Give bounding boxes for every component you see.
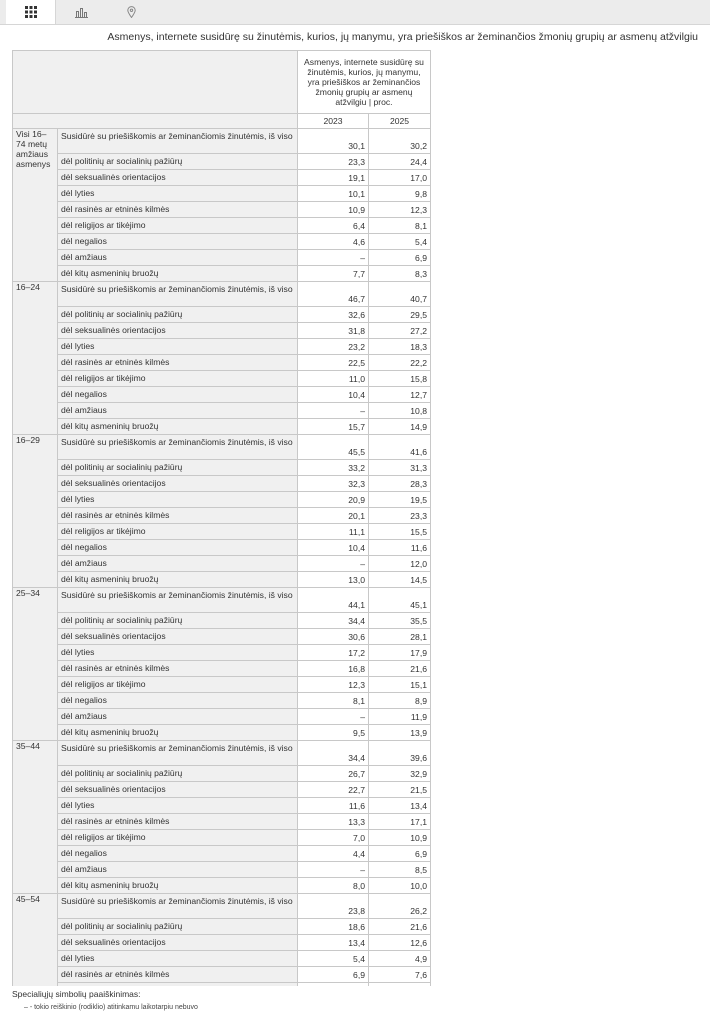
row-label: dėl rasinės ar etninės kilmės [58, 508, 298, 524]
value-cell-2025: 21,6 [369, 661, 431, 677]
value-cell-2023: 32,6 [298, 307, 369, 323]
value-cell-2023: 34,4 [298, 613, 369, 629]
table-view-tab[interactable] [6, 0, 56, 24]
value-cell-2023: 10,9 [298, 202, 369, 218]
value-cell-2025: 4,9 [369, 951, 431, 967]
value-cell-2025: 11,6 [369, 540, 431, 556]
value-cell-2025: 8,5 [369, 862, 431, 878]
map-pin-icon [127, 6, 136, 18]
row-group-label: 45–54 [13, 894, 58, 987]
value-cell-2023: 9,5 [298, 725, 369, 741]
value-cell-2025: 11,9 [369, 709, 431, 725]
row-label: dėl negalios [58, 693, 298, 709]
table-row [13, 741, 431, 766]
value-cell-2023: 30,1 [298, 129, 369, 154]
footnote-line: – - tokio reiškinio (rodiklio) atitinkamu laikotarpiu nebuvo [24, 1004, 198, 1011]
table-row [13, 983, 431, 987]
table-row [13, 830, 431, 846]
table-title: Asmenys, internete susidūrę su žinutėmis, kurios, jų manymu, yra priešiškos ar žeminančios žmonių grupių ar asmenų atžvilgiu [107, 31, 698, 43]
value-cell-2023: 22,5 [298, 355, 369, 371]
table-row [13, 572, 431, 588]
table-row [13, 387, 431, 403]
footnote [12, 989, 198, 1011]
table-row [13, 709, 431, 725]
value-cell-2023: 7,7 [298, 266, 369, 282]
value-cell-2023: 31,8 [298, 323, 369, 339]
table-row [13, 266, 431, 282]
table-corner [13, 51, 298, 114]
table-row [13, 645, 431, 661]
row-label: dėl negalios [58, 387, 298, 403]
value-cell-2025: 32,9 [369, 766, 431, 782]
table-row [13, 661, 431, 677]
row-label: dėl kitų asmeninių bruožų [58, 725, 298, 741]
table-row [13, 282, 431, 307]
value-cell-2025: 15,5 [369, 524, 431, 540]
table-row [13, 250, 431, 266]
table-row [13, 766, 431, 782]
value-cell-2023: 18,6 [298, 919, 369, 935]
row-label: dėl rasinės ar etninės kilmės [58, 355, 298, 371]
row-label: dėl seksualinės orientacijos [58, 476, 298, 492]
row-label: dėl lyties [58, 186, 298, 202]
row-label: dėl lyties [58, 492, 298, 508]
table-row [13, 129, 431, 154]
row-group-label: 16–24 [13, 282, 58, 435]
value-cell-2025: 15,8 [369, 371, 431, 387]
row-label: dėl negalios [58, 540, 298, 556]
value-cell-2023: 13,4 [298, 935, 369, 951]
row-label: dėl politinių ar socialinių pažiūrų [58, 766, 298, 782]
value-cell-2023: 10,4 [298, 387, 369, 403]
row-label: dėl religijos ar tikėjimo [58, 524, 298, 540]
footnote-title: Specialiųjų simbolių paaiškinimas: [12, 989, 141, 999]
value-cell-2025: 17,0 [369, 170, 431, 186]
row-label: dėl lyties [58, 951, 298, 967]
value-cell-2025: 28,3 [369, 476, 431, 492]
year-header-2023: 2023 [298, 114, 369, 129]
table-row [13, 419, 431, 435]
value-cell-2023: 10,1 [298, 186, 369, 202]
value-cell-2025: 29,5 [369, 307, 431, 323]
row-group-label: 35–44 [13, 741, 58, 894]
table-row [13, 556, 431, 572]
table-row [13, 323, 431, 339]
row-label: dėl seksualinės orientacijos [58, 170, 298, 186]
value-cell-2025: 12,3 [369, 202, 431, 218]
value-cell-2025 [369, 983, 431, 987]
value-cell-2023: 45,5 [298, 435, 369, 460]
row-label: dėl amžiaus [58, 250, 298, 266]
table-row [13, 540, 431, 556]
row-total-label: Susidūrė su priešiškomis ar žeminančiomis žinutėmis, iš viso [58, 741, 298, 766]
value-cell-2023: 6,4 [298, 218, 369, 234]
grid-icon [25, 6, 37, 18]
table-row [13, 894, 431, 919]
row-label: dėl politinių ar socialinių pažiūrų [58, 613, 298, 629]
table-row [13, 693, 431, 709]
value-cell-2023: 11,1 [298, 524, 369, 540]
row-label: dėl politinių ar socialinių pažiūrų [58, 919, 298, 935]
row-label: dėl kitų asmeninių bruožų [58, 572, 298, 588]
table-row [13, 677, 431, 693]
table-row [13, 435, 431, 460]
table-row [13, 798, 431, 814]
value-cell-2025: 23,3 [369, 508, 431, 524]
value-cell-2025: 5,4 [369, 234, 431, 250]
table-row [13, 371, 431, 387]
value-cell-2023 [298, 983, 369, 987]
map-view-tab[interactable] [106, 0, 156, 24]
value-cell-2023: 33,2 [298, 460, 369, 476]
table-scroll-area[interactable] [0, 50, 710, 986]
value-cell-2025: 17,1 [369, 814, 431, 830]
row-label: dėl politinių ar socialinių pažiūrų [58, 460, 298, 476]
value-cell-2025: 28,1 [369, 629, 431, 645]
table-row [13, 862, 431, 878]
value-cell-2023: 32,3 [298, 476, 369, 492]
row-label: dėl kitų asmeninių bruožų [58, 266, 298, 282]
value-cell-2025: 12,0 [369, 556, 431, 572]
value-cell-2025: 6,9 [369, 250, 431, 266]
row-label: dėl negalios [58, 846, 298, 862]
value-cell-2023: 16,8 [298, 661, 369, 677]
row-label: dėl lyties [58, 339, 298, 355]
value-cell-2025: 10,8 [369, 403, 431, 419]
table-row [13, 218, 431, 234]
table-row [13, 186, 431, 202]
value-cell-2025: 18,3 [369, 339, 431, 355]
table-row [13, 951, 431, 967]
value-cell-2023: 20,1 [298, 508, 369, 524]
row-total-label: Susidūrė su priešiškomis ar žeminančiomis žinutėmis, iš viso [58, 282, 298, 307]
table-corner-lower [13, 114, 298, 129]
table-row [13, 476, 431, 492]
value-cell-2023: 19,1 [298, 170, 369, 186]
row-label: dėl lyties [58, 798, 298, 814]
value-cell-2025: 10,9 [369, 830, 431, 846]
bar-chart-icon [75, 7, 88, 18]
value-cell-2025: 31,3 [369, 460, 431, 476]
value-cell-2023: – [298, 403, 369, 419]
table-row [13, 234, 431, 250]
view-toolbar [0, 0, 710, 25]
table-row [13, 170, 431, 186]
value-cell-2025: 9,8 [369, 186, 431, 202]
value-cell-2023: 11,0 [298, 371, 369, 387]
value-cell-2025: 39,6 [369, 741, 431, 766]
value-cell-2023: 26,7 [298, 766, 369, 782]
row-group-label: 16–29 [13, 435, 58, 588]
value-cell-2025: 41,6 [369, 435, 431, 460]
table-row [13, 725, 431, 741]
table-row [13, 202, 431, 218]
row-label: dėl kitų asmeninių bruožų [58, 878, 298, 894]
table-row [13, 814, 431, 830]
value-cell-2025: 24,4 [369, 154, 431, 170]
row-label: dėl politinių ar socialinių pažiūrų [58, 307, 298, 323]
value-cell-2023: 22,7 [298, 782, 369, 798]
row-label: dėl amžiaus [58, 862, 298, 878]
row-group-label: Visi 16–74 metų amžiaus asmenys [13, 129, 58, 282]
value-cell-2025: 12,7 [369, 387, 431, 403]
value-cell-2025: 6,9 [369, 846, 431, 862]
data-table [12, 50, 431, 986]
value-cell-2023: 6,9 [298, 967, 369, 983]
value-cell-2023: 34,4 [298, 741, 369, 766]
table-row [13, 524, 431, 540]
value-cell-2023: 11,6 [298, 798, 369, 814]
value-cell-2025: 8,9 [369, 693, 431, 709]
value-cell-2025: 7,6 [369, 967, 431, 983]
row-label [58, 983, 298, 987]
value-cell-2023: 12,3 [298, 677, 369, 693]
row-label: dėl amžiaus [58, 403, 298, 419]
table-row [13, 782, 431, 798]
value-cell-2025: 10,0 [369, 878, 431, 894]
row-label: dėl religijos ar tikėjimo [58, 218, 298, 234]
value-cell-2025: 17,9 [369, 645, 431, 661]
row-group-label: 25–34 [13, 588, 58, 741]
table-row [13, 355, 431, 371]
value-cell-2025: 14,5 [369, 572, 431, 588]
table-row [13, 588, 431, 613]
table-row [13, 492, 431, 508]
value-cell-2023: 20,9 [298, 492, 369, 508]
row-total-label: Susidūrė su priešiškomis ar žeminančiomis žinutėmis, iš viso [58, 435, 298, 460]
value-cell-2023: 23,3 [298, 154, 369, 170]
table-row [13, 935, 431, 951]
table-row [13, 154, 431, 170]
table-row [13, 460, 431, 476]
value-cell-2025: 27,2 [369, 323, 431, 339]
table-row [13, 307, 431, 323]
value-cell-2023: 13,0 [298, 572, 369, 588]
value-cell-2025: 45,1 [369, 588, 431, 613]
value-cell-2025: 13,9 [369, 725, 431, 741]
value-cell-2025: 8,3 [369, 266, 431, 282]
table-row [13, 878, 431, 894]
value-cell-2023: 5,4 [298, 951, 369, 967]
value-cell-2025: 8,1 [369, 218, 431, 234]
row-label: dėl rasinės ar etninės kilmės [58, 967, 298, 983]
value-cell-2023: 7,0 [298, 830, 369, 846]
table-row [13, 403, 431, 419]
value-cell-2025: 21,6 [369, 919, 431, 935]
value-cell-2025: 22,2 [369, 355, 431, 371]
value-cell-2025: 19,5 [369, 492, 431, 508]
row-label: dėl seksualinės orientacijos [58, 935, 298, 951]
value-cell-2023: 23,8 [298, 894, 369, 919]
value-cell-2023: – [298, 250, 369, 266]
table-row [13, 339, 431, 355]
row-label: dėl amžiaus [58, 556, 298, 572]
value-cell-2023: 13,3 [298, 814, 369, 830]
value-cell-2023: 23,2 [298, 339, 369, 355]
row-total-label: Susidūrė su priešiškomis ar žeminančiomis žinutėmis, iš viso [58, 894, 298, 919]
value-cell-2025: 35,5 [369, 613, 431, 629]
row-label: dėl religijos ar tikėjimo [58, 371, 298, 387]
row-label: dėl rasinės ar etninės kilmės [58, 661, 298, 677]
row-total-label: Susidūrė su priešiškomis ar žeminančiomis žinutėmis, iš viso [58, 588, 298, 613]
value-cell-2023: 4,4 [298, 846, 369, 862]
measure-header: Asmenys, internete susidūrę su žinutėmis, kurios, jų manymu, yra priešiškos ar žeminančios žmonių grupių ar asmenų atžvilgiu | proc. [298, 51, 431, 114]
value-cell-2025: 40,7 [369, 282, 431, 307]
row-label: dėl kitų asmeninių bruožų [58, 419, 298, 435]
value-cell-2025: 14,9 [369, 419, 431, 435]
value-cell-2023: 46,7 [298, 282, 369, 307]
value-cell-2023: 15,7 [298, 419, 369, 435]
table-row [13, 967, 431, 983]
value-cell-2023: 44,1 [298, 588, 369, 613]
value-cell-2023: 30,6 [298, 629, 369, 645]
value-cell-2025: 21,5 [369, 782, 431, 798]
row-label: dėl seksualinės orientacijos [58, 323, 298, 339]
row-label: dėl religijos ar tikėjimo [58, 677, 298, 693]
row-label: dėl negalios [58, 234, 298, 250]
value-cell-2023: – [298, 709, 369, 725]
table-row [13, 508, 431, 524]
value-cell-2023: 8,0 [298, 878, 369, 894]
value-cell-2023: 17,2 [298, 645, 369, 661]
row-label: dėl seksualinės orientacijos [58, 629, 298, 645]
value-cell-2023: 10,4 [298, 540, 369, 556]
value-cell-2023: – [298, 556, 369, 572]
row-label: dėl religijos ar tikėjimo [58, 830, 298, 846]
row-label: dėl seksualinės orientacijos [58, 782, 298, 798]
row-label: dėl rasinės ar etninės kilmės [58, 202, 298, 218]
row-total-label: Susidūrė su priešiškomis ar žeminančiomis žinutėmis, iš viso [58, 129, 298, 154]
value-cell-2025: 13,4 [369, 798, 431, 814]
row-label: dėl rasinės ar etninės kilmės [58, 814, 298, 830]
value-cell-2023: 4,6 [298, 234, 369, 250]
value-cell-2025: 12,6 [369, 935, 431, 951]
value-cell-2025: 30,2 [369, 129, 431, 154]
row-label: dėl amžiaus [58, 709, 298, 725]
value-cell-2025: 26,2 [369, 894, 431, 919]
value-cell-2025: 15,1 [369, 677, 431, 693]
chart-view-tab[interactable] [56, 0, 106, 24]
year-header-2025: 2025 [369, 114, 431, 129]
table-row [13, 613, 431, 629]
value-cell-2023: – [298, 862, 369, 878]
row-label: dėl lyties [58, 645, 298, 661]
table-row [13, 629, 431, 645]
row-label: dėl politinių ar socialinių pažiūrų [58, 154, 298, 170]
table-row [13, 846, 431, 862]
value-cell-2023: 8,1 [298, 693, 369, 709]
table-row [13, 919, 431, 935]
